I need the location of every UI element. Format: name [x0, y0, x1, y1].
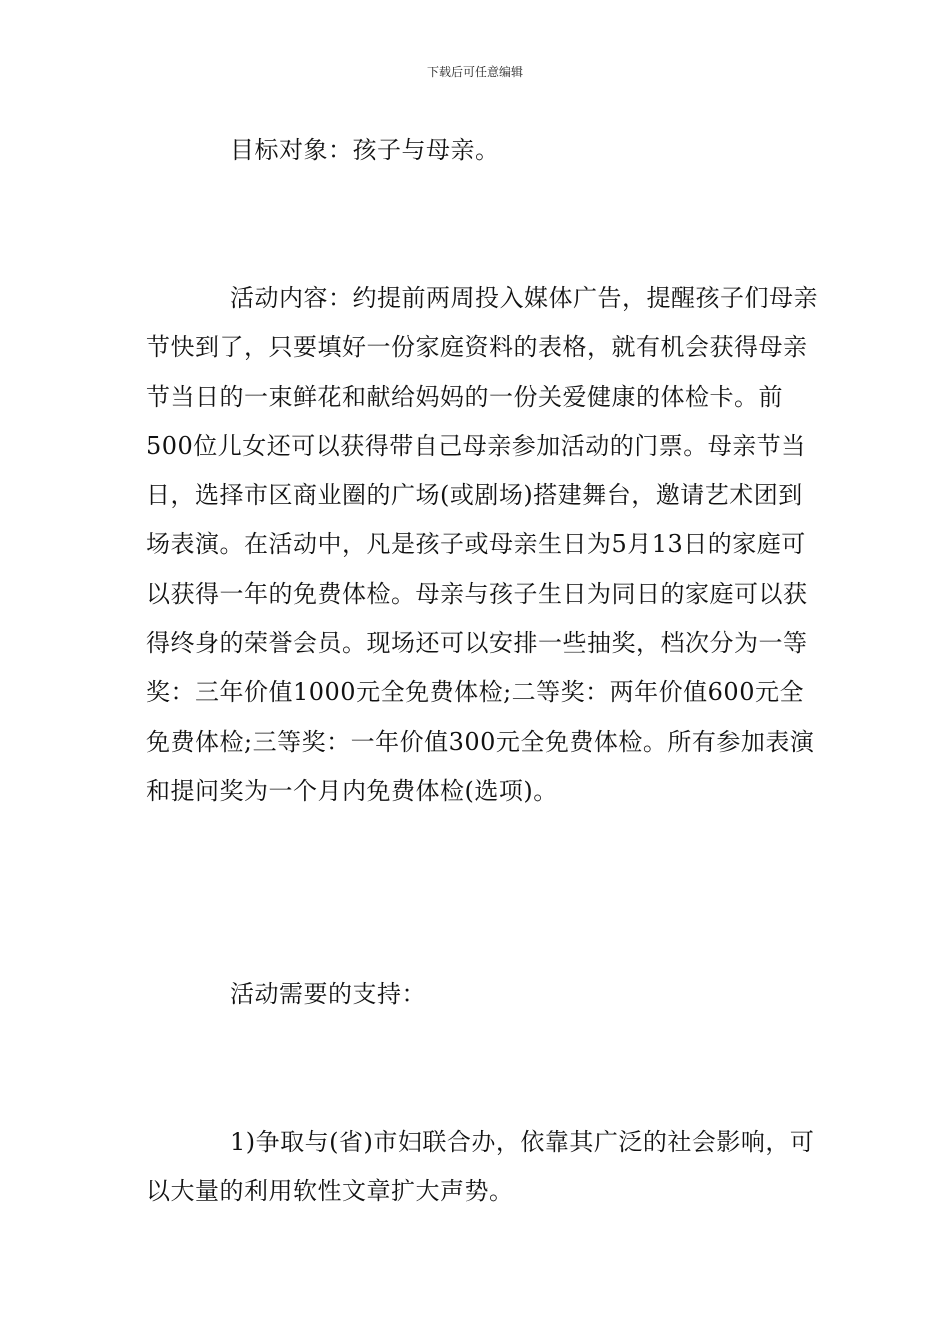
paragraph-target-audience: 目标对象：孩子与母亲。 — [230, 136, 500, 164]
paragraph-support-item-1: 1)争取与(省)市妇联合办，依靠其广泛的社会影响，可以大量的利用软性文章扩大声势。 — [146, 1128, 815, 1206]
paragraph-support-heading: 活动需要的支持： — [230, 980, 426, 1008]
page-header-note: 下载后可任意编辑 — [426, 65, 523, 79]
paragraph-activity-content: 活动内容：约提前两周投入媒体广告，提醒孩子们母亲节快到了，只要填好一份家庭资料的表格，就有机会获得母亲节当日的一束鲜花和献给妈妈的一份关爱健康的体检卡。前500位儿女还可以获得带自己母亲参加活动的门票。母亲节当日，选择市区商业圈的广场(或剧场)搭建舞台，邀请艺术团到场表演。在活动中，凡是孩子或母亲生日为5月13日的家庭可以获得一年的免费体检。母亲与孩子生日为同日的家庭可以获得终身的荣誉会员。现场还可以安排一些抽奖，档次分为一等奖：三年价值1000元全免费体检;二等奖：两年价值600元全免费体检;三等奖：一年价值300元全免费体检。所有参加表演和提问奖为一个月内免费体检(选项)。 — [146, 284, 818, 805]
